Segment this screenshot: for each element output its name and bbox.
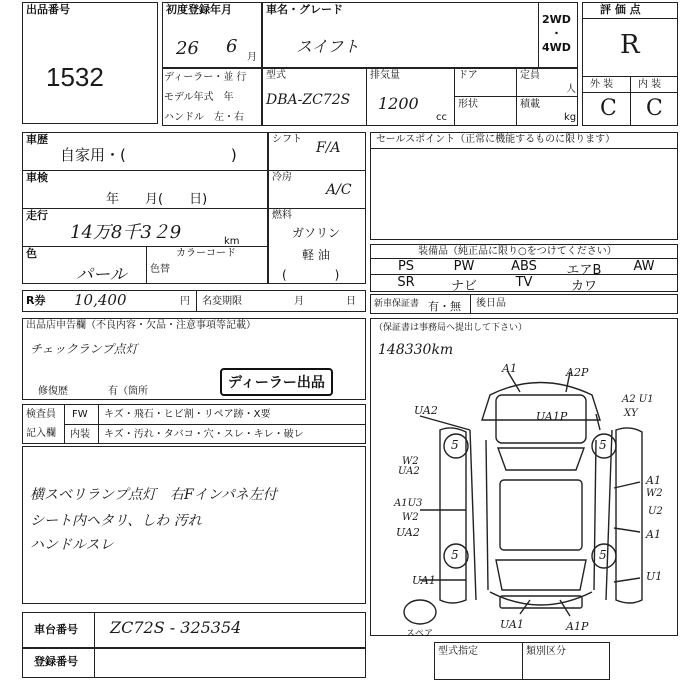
displacement-value: 1200	[378, 94, 419, 113]
equip-airbag: エアB	[566, 263, 602, 278]
mark-u2-right: U2	[648, 506, 663, 517]
person-unit: 人	[566, 84, 576, 95]
model-year-label: モデル年式 年	[164, 92, 234, 103]
mileage-value: 14万8千3２9	[70, 222, 182, 243]
wheel-front-left: 5	[451, 438, 459, 452]
score-value: R	[620, 30, 640, 60]
mark-a1-right-2: A1	[646, 528, 661, 541]
km-unit: km	[224, 236, 240, 247]
interior-grade: C	[646, 96, 663, 121]
type-value: DBA-ZC72S	[266, 92, 351, 108]
mark-w2-right: W2	[646, 488, 663, 499]
category-div	[522, 642, 523, 680]
load-label: 積載	[520, 99, 540, 110]
reg-no-div	[94, 648, 95, 678]
car-name-label: 車名・グレード	[266, 3, 343, 16]
spare-label: スペア	[406, 629, 434, 639]
mark-u1-right: U1	[646, 570, 663, 583]
door-label: ドア	[458, 70, 478, 81]
interior-items: キズ・汚れ・タバコ・穴・スレ・キレ・破レ	[104, 429, 304, 440]
equip-ps: PS	[397, 259, 415, 274]
kg-unit: kg	[564, 112, 577, 123]
equip-pw: PW	[453, 259, 475, 274]
deadline-month: 月	[294, 296, 304, 307]
odometer-note: 148330km	[378, 342, 454, 358]
equip-abs: ABS	[511, 259, 537, 274]
fw-items: キズ・飛石・ヒビ割・リペア跡・X要	[104, 409, 271, 420]
ac-value: A/C	[326, 182, 352, 198]
equip-aw: AW	[633, 259, 655, 274]
capacity-label: 定員	[520, 70, 540, 81]
mark-a1-top: A1	[502, 362, 517, 375]
reg-year: 26	[176, 38, 199, 59]
type-label: 型式	[266, 70, 286, 81]
mark-ua1p: UA1P	[536, 410, 568, 423]
fuel-gas: ガソリン	[292, 226, 341, 240]
mark-ua2-left-2: UA2	[398, 466, 420, 477]
repair-label: 修復歴	[38, 386, 68, 397]
history-label: 車歴	[26, 133, 48, 146]
warranty-value: 有・無	[428, 300, 461, 313]
insp-interior-label: 内装	[70, 429, 90, 440]
wheel-front-right: 5	[599, 438, 607, 452]
fuel-light: 軽 油	[302, 248, 330, 262]
month-unit: 月	[247, 52, 257, 63]
drive-2wd: 2WD	[542, 13, 571, 26]
mark-ua1-bottom: UA1	[500, 618, 524, 631]
mark-a1p-bottom: A1P	[566, 620, 589, 633]
mark-ua2-left: UA2	[414, 404, 438, 417]
handwritten-line-2: シート内ヘタリ、しわ 汚れ	[30, 513, 202, 529]
recycle-label: R券	[26, 294, 46, 307]
fw-label: FW	[72, 409, 88, 420]
score-label: 評 価 点	[600, 3, 641, 16]
mark-a2u1: A2 U1	[622, 394, 654, 405]
mark-a2p-top: A2P	[566, 366, 589, 379]
type-designation-label: 型式指定	[438, 646, 478, 657]
chassis-label: 車台番号	[34, 623, 78, 636]
wheel-rear-left: 5	[451, 548, 459, 562]
sales-point-label: セールスポイント（正常に機能するものに限ります）	[376, 134, 616, 145]
recycle-value: 10,400	[74, 291, 127, 309]
repair-value: 有（箇所	[108, 386, 148, 397]
ac-label: 冷房	[272, 172, 292, 183]
fuel-label: 燃料	[272, 210, 292, 221]
declaration-label: 出品店申告欄（不良内容・欠品・注意事項等記載）	[26, 320, 256, 331]
deadline-label: 名変期限	[202, 296, 242, 307]
equip-navi: ナビ	[450, 279, 477, 294]
cc-unit: cc	[436, 112, 447, 123]
reg-no-label: 登録番号	[34, 655, 78, 668]
chassis-value: ZC72S - 325354	[110, 618, 242, 637]
car-name: スイフト	[296, 37, 360, 56]
drive-4wd: 4WD	[542, 41, 571, 54]
mark-w2-left: W2	[402, 456, 419, 467]
mileage-label: 走行	[26, 209, 48, 222]
equip-sr: SR	[397, 275, 415, 290]
color-code-label: カラーコード	[176, 248, 236, 259]
interior-label: 内 装	[638, 79, 662, 90]
deadline-day: 日	[346, 296, 356, 307]
shift-value: F/A	[316, 140, 341, 156]
warranty-label: 新車保証書	[374, 299, 420, 309]
dealer-stamp: ディーラー出品	[220, 368, 333, 396]
mark-a1-right: A1	[646, 474, 661, 487]
equip-leather: カワ	[570, 279, 597, 294]
color-label: 色	[26, 247, 37, 260]
category-label: 類別区分	[526, 646, 566, 657]
entry-label: 記入欄	[26, 428, 56, 439]
backseat-label: 後日品	[476, 298, 506, 309]
diagram-note: （保証書は事務局へ提出して下さい）	[374, 323, 528, 333]
mark-ua2-left-3: UA2	[396, 526, 420, 539]
handwritten-line-3: ハンドルスレ	[30, 537, 114, 553]
mark-w2-left-3: W2	[402, 512, 419, 523]
history-value: 自家用・( )	[60, 146, 237, 164]
shaken-value: 年 月( 日)	[106, 192, 208, 207]
lot-label: 出品番号	[26, 3, 70, 16]
mark-a1u3: A1U3	[394, 498, 423, 509]
drive-dot: ・	[551, 27, 562, 40]
shape-label: 形状	[458, 99, 478, 110]
mark-xy: XY	[624, 408, 638, 419]
lot-number: 1532	[46, 62, 104, 92]
color-change-label: 色替	[150, 264, 170, 275]
wheel-rear-right: 5	[599, 548, 607, 562]
reg-month: 6	[226, 36, 238, 57]
inspector-label: 検査員	[26, 409, 56, 420]
yen-unit: 円	[180, 296, 190, 307]
mark-ua1-left: UA1	[412, 574, 436, 587]
color-value: パール	[76, 265, 127, 285]
exterior-grade: C	[600, 96, 617, 121]
fuel-paren: ( )	[282, 268, 340, 282]
handwritten-line-1: 横スベリランプ点灯 右Fインパネ左付	[30, 487, 277, 503]
first-reg-label: 初度登録年月	[166, 3, 232, 16]
shaken-label: 車検	[26, 171, 48, 184]
declaration-note: チェックランプ点灯	[30, 342, 138, 356]
handle-label: ハンドル 左・右	[164, 112, 244, 123]
displacement-label: 排気量	[370, 70, 400, 81]
equip-tv: TV	[515, 275, 533, 290]
chassis-div	[94, 612, 95, 648]
shift-label: シフト	[272, 134, 302, 145]
dealer-label: ディーラー・並 行	[164, 72, 247, 83]
exterior-label: 外 装	[590, 79, 614, 90]
equipment-label: 装備品（純正品に限り○をつけてください）	[418, 246, 617, 257]
